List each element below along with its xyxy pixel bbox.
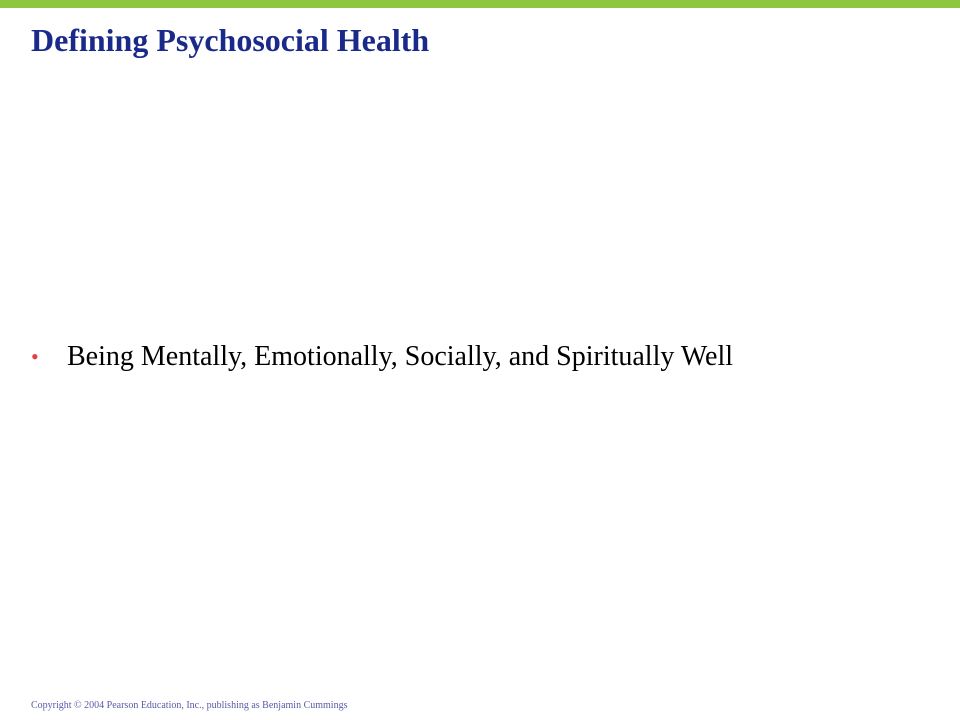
copyright-notice: Copyright © 2004 Pearson Education, Inc., publishing as Benjamin Cummings [31, 700, 348, 711]
bullet-text: Being Mentally, Emotionally, Socially, and Spiritually Well [67, 341, 734, 372]
bullet-marker: • [31, 344, 39, 369]
bullet-item [31, 338, 751, 376]
slide-title: Defining Psychosocial Health [31, 22, 430, 58]
bullet-list [31, 338, 751, 376]
accent-bar [0, 0, 960, 8]
